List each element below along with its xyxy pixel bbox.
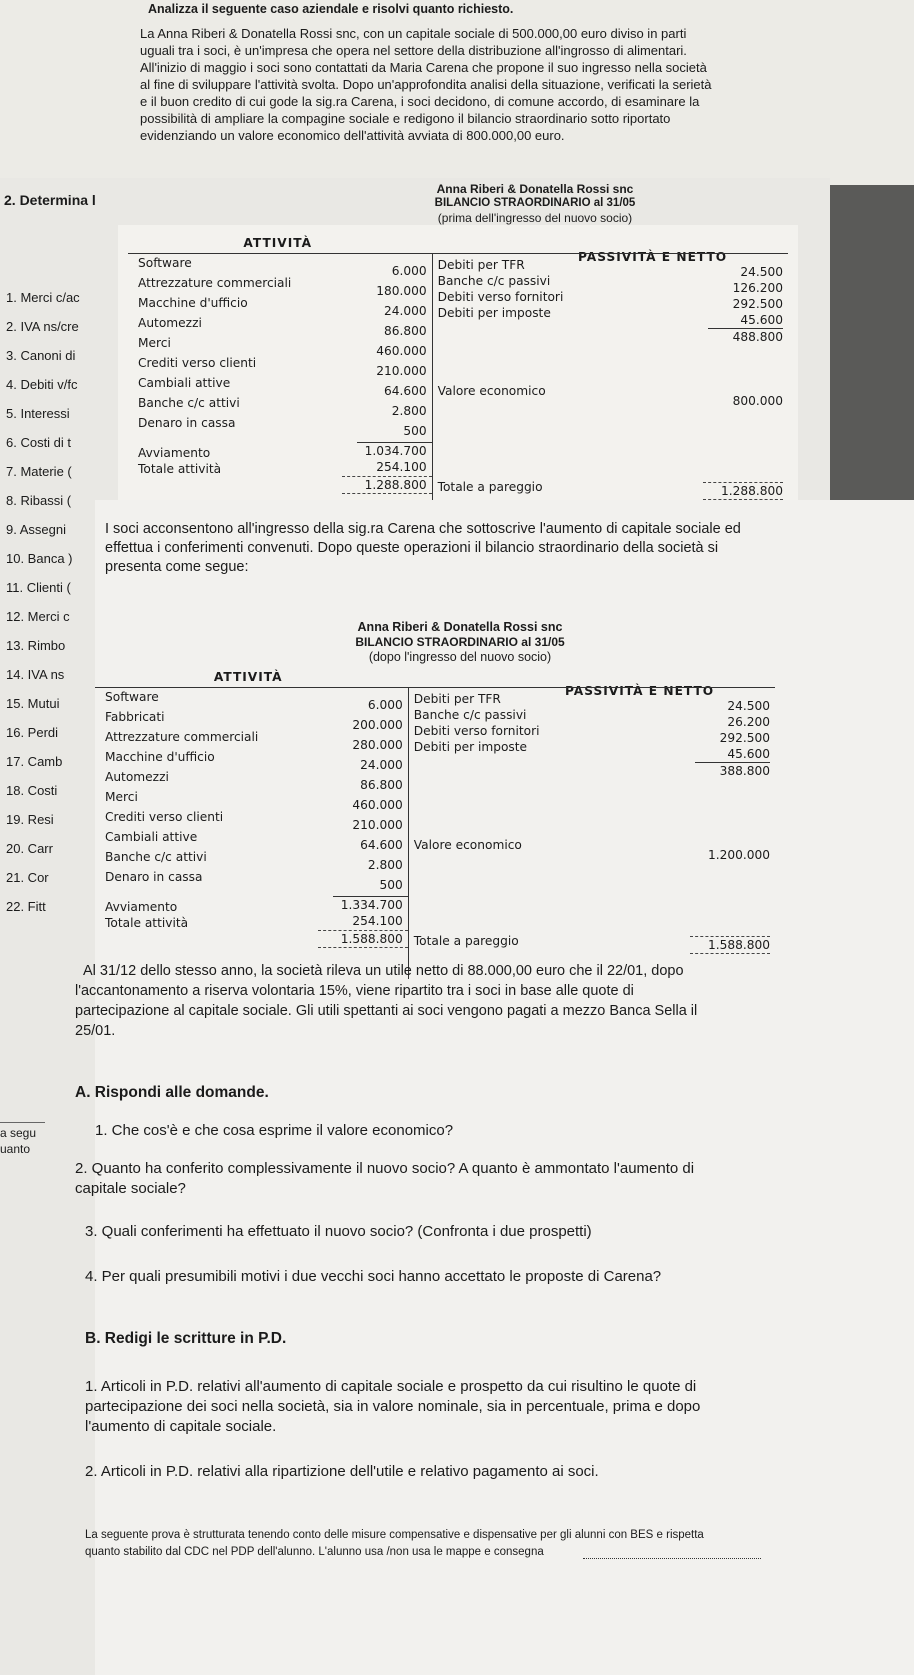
balance2-asset-label: Banche c/c attivi — [105, 850, 207, 864]
section-a-q2-line1: 2. Quanto ha conferito complessivamente il nuovo socio? A quanto è ammontato l'aumento di — [75, 1160, 695, 1177]
middle-line-3: presenta come segue: — [105, 559, 249, 575]
balance2-total-rule2 — [318, 947, 408, 948]
section-b-title: B. Redigi le scritture in P.D. — [85, 1330, 287, 1347]
intro-line-4: al fine di sviluppare l'attività svolta. Dopo un'approfondita analisi della situazione, verificati la serietà — [140, 77, 712, 92]
balance2-asset-label: Fabbricati — [105, 710, 165, 724]
balance2-goodwill-label: Avviamento — [105, 900, 178, 914]
intro-line-6: possibilità di ampliare la compagine sociale e redigono il bilancio straordinario sotto riportato — [140, 111, 671, 126]
balance1-equity-value: 800.000 — [732, 394, 783, 408]
left-divider — [0, 1122, 45, 1123]
balance2-equity-value: 1.200.000 — [707, 848, 770, 862]
section-a-q2-line2: capitale sociale? — [75, 1180, 186, 1197]
balance2-liab-subtotal: 388.800 — [719, 764, 770, 778]
balance2-asset-value: 500 — [379, 878, 403, 892]
section-b-q1-line3: l'aumento di capitale sociale. — [85, 1418, 277, 1435]
balance2-total-value: 1.588.800 — [340, 932, 403, 946]
left-item: 11. Clienti ( — [6, 580, 71, 595]
left-item: 9. Assegni — [6, 522, 66, 537]
footer-blank-line — [583, 1558, 761, 1559]
profit-line-1: Al 31/12 dello stesso anno, la società rileva un utile netto di 88.000,00 euro che il 22/01, dopo — [83, 963, 684, 979]
balance1-goodwill-value: 254.100 — [376, 460, 427, 474]
balance2-liab-value: 45.600 — [727, 747, 770, 761]
b1-title: BILANCIO STRAORDINARIO al 31/05 — [434, 197, 636, 209]
balance1-assets-subtotal: 1.034.700 — [364, 444, 427, 458]
left-item: 5. Interessi — [6, 406, 70, 421]
left-item: 8. Ribassi ( — [6, 493, 72, 508]
balance2-liab-label: Debiti verso fornitori — [413, 724, 540, 738]
balance2-asset-value: 64.600 — [360, 838, 403, 852]
b2-company: Anna Riberi & Donatella Rossi snc — [357, 620, 563, 634]
balance1-total-rule2 — [342, 493, 432, 494]
balance2-asset-label: Automezzi — [105, 770, 169, 784]
balance1-liab-label: Debiti verso fornitori — [437, 290, 564, 304]
balance1-asset-value: 210.000 — [376, 364, 427, 378]
b1-subtitle: (prima dell'ingresso del nuovo socio) — [437, 211, 633, 225]
balance1-liab-rule — [708, 328, 783, 329]
balance1-asset-label: Macchine d'ufficio — [138, 296, 248, 310]
balance2-assets-subtotal: 1.334.700 — [340, 898, 403, 912]
balance2-asset-value: 6.000 — [367, 698, 403, 712]
balance2-liab-label: Debiti per TFR — [413, 692, 501, 706]
balance2-liab-header: PASSIVITÀ E NETTO — [565, 684, 715, 698]
balance1-assets-header: ATTIVITÀ — [243, 236, 313, 250]
left-item: 6. Costi di t — [6, 435, 72, 450]
balance1-asset-value: 460.000 — [376, 344, 427, 358]
balance2-total-rule — [318, 930, 408, 931]
left-item: 13. Rimbo — [6, 638, 66, 653]
balance1-goodwill-label: Avviamento — [138, 446, 211, 460]
left-item: 10. Banca ) — [6, 551, 73, 566]
section-a-q3: 3. Quali conferimenti ha effettuato il nuovo socio? (Confronta i due prospetti) — [85, 1223, 592, 1240]
balance1-asset-label: Automezzi — [138, 316, 202, 330]
left-item: 19. Resi — [6, 812, 54, 827]
balance1-equity-label: Valore economico — [437, 384, 546, 398]
balance1-liab-value: 45.600 — [740, 313, 783, 327]
balance2-asset-label: Merci — [105, 790, 138, 804]
balance2-equity-label: Valore economico — [413, 838, 522, 852]
b2-title: BILANCIO STRAORDINARIO al 31/05 — [355, 635, 565, 649]
middle-line-1: I soci acconsentono all'ingresso della sig.ra Carena che sottoscrive l'aumento di capitale sociale ed — [105, 521, 741, 537]
balance2-asset-label: Denaro in cassa — [105, 870, 203, 884]
balance2-goodwill-value: 254.100 — [352, 914, 403, 928]
left-item: 20. Carr — [6, 841, 53, 856]
balance2-grand-label: Totale a pareggio — [413, 934, 519, 948]
balance2-liab-rule — [695, 762, 770, 763]
section-a-q4: 4. Per quali presumibili motivi i due vecchi soci hanno accettato le proposte di Carena? — [85, 1268, 662, 1285]
left-item: 2. IVA ns/cre — [6, 319, 79, 334]
left-cut-line-2: uanto — [0, 1142, 31, 1156]
section-b-q1-line1: 1. Articoli in P.D. relativi all'aumento di capitale sociale e prospetto da cui risultino le quote di — [85, 1378, 697, 1395]
profit-line-2: l'accantonamento a riserva volontaria 15%, viene ripartito tra i soci in base alle quote di — [75, 983, 634, 999]
intro-line-2: uguali tra i soci, è un'impresa che opera nel settore della distribuzione all'ingrosso di alimentari. — [140, 43, 687, 58]
balance2-top-rule — [95, 687, 775, 688]
balance1-liab-label: Debiti per imposte — [437, 306, 551, 320]
balance1-liab-value: 24.500 — [740, 265, 783, 279]
balance1-asset-value: 6.000 — [391, 264, 427, 278]
balance2-assets-rule — [333, 896, 408, 897]
balance2-liab-label: Banche c/c passivi — [413, 708, 527, 722]
intro-line-7: evidenziando un valore economico dell'attività avviata di 800.000,00 euro. — [140, 128, 565, 143]
profit-line-3: partecipazione al capitale sociale. Gli utili spettanti ai soci vengono pagati a mezzo Banca Sella il — [75, 1003, 698, 1019]
left-item: 21. Cor — [6, 870, 49, 885]
left-item: 7. Materie ( — [6, 464, 72, 479]
balance1-asset-label: Cambiali attive — [138, 376, 231, 390]
balance2-asset-label: Cambiali attive — [105, 830, 198, 844]
top-sheet — [0, 0, 914, 185]
balance2-total-label: Totale attività — [105, 916, 189, 930]
profit-line-4: 25/01. — [75, 1023, 116, 1039]
balance1-asset-value: 24.000 — [383, 304, 427, 318]
balance1-asset-label: Banche c/c attivi — [138, 396, 240, 410]
intro-line-1: La Anna Riberi & Donatella Rossi snc, con un capitale sociale di 500.000,00 euro diviso in parti — [140, 26, 687, 41]
balance1-grand-rule — [703, 482, 783, 483]
balance1-asset-label: Software — [138, 256, 192, 270]
balance2-asset-value: 210.000 — [352, 818, 403, 832]
left-item: 3. Canoni di — [6, 348, 76, 363]
balance1-liab-label: Banche c/c passivi — [437, 274, 551, 288]
left-item: 22. Fitt — [6, 899, 46, 914]
balance1-total-value: 1.288.800 — [364, 478, 427, 492]
b2-subtitle: (dopo l'ingresso del nuovo socio) — [368, 650, 552, 664]
balance2-liab-value: 26.200 — [727, 715, 770, 729]
section-b-q2: 2. Articoli in P.D. relativi alla ripartizione dell'utile e relativo pagamento ai soci. — [85, 1463, 599, 1480]
balance2-asset-label: Macchine d'ufficio — [105, 750, 215, 764]
balance2-asset-label: Attrezzature commerciali — [105, 730, 259, 744]
section-a-title: A. Rispondi alle domande. — [75, 1084, 269, 1101]
balance1-asset-label: Merci — [138, 336, 171, 350]
balance1-liab-value: 292.500 — [732, 297, 783, 311]
balance2-asset-value: 200.000 — [352, 718, 403, 732]
balance1-mid-rule — [432, 253, 433, 525]
balance2-asset-value: 86.800 — [360, 778, 403, 792]
balance2-grand-value: 1.588.800 — [707, 938, 770, 952]
intro-line-5: e il buon credito di cui gode la sig.ra Carena, i soci decidono, di comune accordo, di esaminare la — [140, 94, 700, 109]
footer-note-line1: La seguente prova è strutturata tenendo conto delle misure compensative e dispensative per gli alunni con BES e rispetta — [85, 1529, 704, 1541]
main-sheet — [75, 500, 914, 1675]
balance1-asset-label: Denaro in cassa — [138, 416, 236, 430]
balance2-asset-label: Crediti verso clienti — [105, 810, 224, 824]
intro-line-3: All'inizio di maggio i soci sono contattati da Maria Carena che propone il suo ingresso nella società — [140, 60, 707, 75]
balance1-total-rule — [342, 476, 432, 477]
balance2-asset-value: 280.000 — [352, 738, 403, 752]
left-item: 15. Mutui — [6, 696, 60, 711]
balance1-liab-subtotal: 488.800 — [732, 330, 783, 344]
left-item: 17. Camb — [6, 754, 63, 769]
left-item: 12. Merci c — [6, 609, 70, 624]
balance2-mid-rule — [408, 687, 409, 979]
left-item: 1. Merci c/ac — [6, 290, 80, 305]
balance2-asset-label: Software — [105, 690, 159, 704]
balance1-asset-value: 180.000 — [376, 284, 427, 298]
balance2-grand-rule — [690, 936, 770, 937]
balance1-assets-rule — [357, 442, 432, 443]
balance1-grand-value: 1.288.800 — [720, 484, 783, 498]
left-cut-line-1: a segu — [0, 1126, 37, 1140]
balance1-asset-label: Crediti verso clienti — [138, 356, 257, 370]
balance1-asset-value: 500 — [403, 424, 427, 438]
balance1-asset-label: Attrezzature commerciali — [138, 276, 292, 290]
balance1-grand-label: Totale a pareggio — [437, 480, 543, 494]
middle-line-2: effettua i conferimenti convenuti. Dopo queste operazioni il bilancio straordinario della società si — [105, 540, 719, 556]
balance1-asset-value: 86.800 — [383, 324, 427, 338]
balance1-top-rule — [128, 253, 788, 254]
balance1-liab-label: Debiti per TFR — [437, 258, 525, 272]
balance1-liab-value: 126.200 — [732, 281, 783, 295]
balance2-liab-value: 24.500 — [727, 699, 770, 713]
balance2-grand-rule2 — [690, 953, 770, 954]
left-item: 14. IVA ns — [6, 667, 65, 682]
balance2-asset-value: 460.000 — [352, 798, 403, 812]
balance1-liab-header: PASSIVITÀ E NETTO — [578, 250, 728, 264]
balance2-liab-label: Debiti per imposte — [413, 740, 528, 754]
balance2-asset-value: 2.800 — [367, 858, 403, 872]
header-instruction: Analizza il seguente caso aziendale e risolvi quanto richiesto. — [148, 2, 514, 16]
left-item: 4. Debiti v/fc — [6, 377, 78, 392]
balance2-assets-header: ATTIVITÀ — [213, 670, 283, 684]
left-item: 18. Costi — [6, 783, 58, 798]
section-a-q1: 1. Che cos'è e che cosa esprime il valore economico? — [95, 1122, 454, 1139]
balance1-asset-value: 2.800 — [391, 404, 427, 418]
balance2-liab-value: 292.500 — [719, 731, 770, 745]
section-b-q1-line2: partecipazione dei soci nella società, sia in valore nominale, sia in percentuale, prima e dopo — [85, 1398, 701, 1415]
balance1-asset-value: 64.600 — [383, 384, 427, 398]
balance1-total-label: Totale attività — [138, 462, 222, 476]
left-item: 16. Perdi — [6, 725, 59, 740]
footer-note-line2: quanto stabilito dal CDC nel PDP dell'alunno. L'alunno usa /non usa le mappe e consegna — [85, 1546, 544, 1558]
left-heading: 2. Determina l — [4, 192, 96, 208]
balance2-asset-value: 24.000 — [360, 758, 403, 772]
b1-company: Anna Riberi & Donatella Rossi snc — [436, 182, 634, 196]
